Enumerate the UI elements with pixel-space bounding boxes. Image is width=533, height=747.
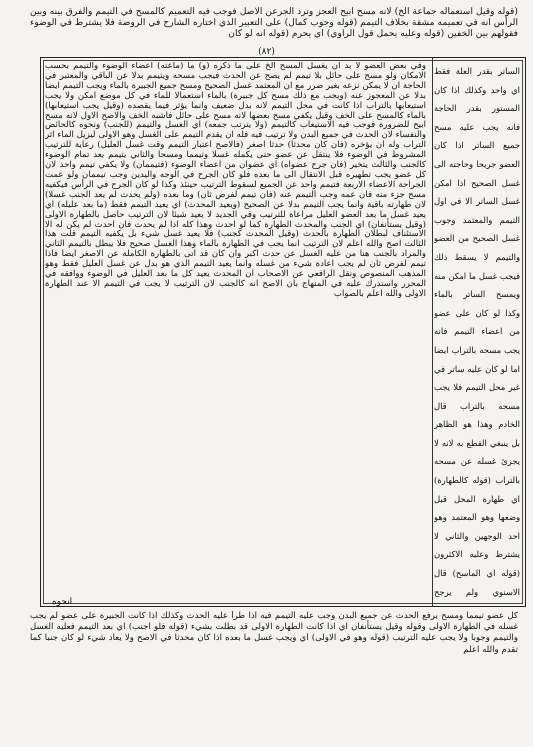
catchword: انحوه (52, 597, 73, 607)
top-commentary (30, 6, 518, 50)
text-frame (40, 57, 526, 607)
bottom-commentary (30, 611, 518, 673)
margin-commentary-text: الساتر بقدر العلة فقط اي واحد وكذلك اذا كان المستور بقدر الحاجة فانه يجب عليه مسح جميع الساتر اذا كان العضو جريحا وحاجته الى غسل الصحيح اذا امكن غسل الساتر الا في اول التيمم والمعتمد وجوب غسل الصحيح من العضو والتيمم لا يسقط ذلك فيجب غسل ما امكن منه ويمسح الساتر بالماء وكذا لو كان على عضو من اعضاء التيمم فانه يجب مسحه بالتراب ايضا اما لو كان عليه ساتر في غير محل التيمم فلا يجب مسحه بالتراب قال الخادم وهذا هو الظاهر بل ينبغي القطع به لانه لا يجزئ غسله عن مسحه بالتراب (قوله كالطهارة) اي طهارة المحل قبل وضعها وهو المعتمد وهو احد الوجهين والثاني لا يشترط وعليه الاكثرون (قوله اي الماسح) قال الاسنوي ولم يرجح (434, 66, 520, 597)
main-text: وفي بعض العضو لا بد ان يغسل المسح الخ على ما ذكره (و) ما (ماعته) اعضاء الوضوء والتيمم بحسب الامكان ولو مسح على حائل بلا تيمم لم يصح عن الحدث فيجب مسحه ويتيمم بدلا عن الباقي والمعتبر في الحاجة ان لا يمكن نزعه بغير ضرر مع ان المعتمد غسل الصحيح ومسح جميع الجبيرة بالماء ويجب التيمم ايضا بدلا عن المعجوز عنه (ويجب مع ذلك مسح كل جبيرة) بالماء استعمالا للماء في كل موضع امكن ولا يجب استيعابها بالتراب اذا كانت في محل التيمم لانه بدل ضعيف وانما يؤثر فيما يقصده (وقيل يجب استيعابها) بالماء كالمسح على الخف وقيل يكفي مسح بعضها لانه مسح على حائل فاشبه الخف والاصح الاول لانه مسح ابيح للضرورة فوجب فيه الاستيعاب كالتيمم (ولا يترتب جمعه) اي الغسل والتيمم (للجنب) ونحوه كالحائض والنفساء لان الحدث في جميع البدن ولا ترتيب فيه فله ان يقدم التيمم على الغسل وهو الاولى ليزيل الماء اثر التراب وله ان يؤخره (فان كان محدثا) حدثا اصغر (فالاصح اعتبار التيمم وقت غسل العليل) رعاية للترتيب المشروط في الوضوء فلا ينتقل عن عضو حتى يكمله غسلا وتيمما ومسحا والثاني يتيمم بعد تمام الوضوء كالجنب والثالث يتخير (فان جرح عضواه) اي عضوان من اعضاء الوضوء (فتيممان) ولا يكفي تيمم واحد لان كل عضو يجب تطهيره قبل الانتقال الى ما بعده فلو كان الجرح في الوجه واليدين وجب تيممان ولو عمت الجراحة الاعضاء الاربعة فتيمم واحد عن الجميع لسقوط الترتيب حينئذ وكذا لو كان الجرح في الرأس فيكفيه مسح جزء منه فان عمه وجب التيمم عنه (فان تيمم لفرض ثان) وما بعده (ولم يحدث لم يعد الجنب غسلا) لان طهارته باقية وانما يجب التيمم بدلا عن الصحيح (ويعيد المحدث) اي يعيد التيمم فقط (ما بعد عليله) اي يعيد غسل ما بعد العضو العليل مراعاة للترتيب وفي الجديد لا يعيد شيئا لان الترتيب حاصل بالطهارة الاولى (وقيل يستأنفان) اي الجنب والمحدث الطهارة كما لو احدث وهذا كله اذا لم يحدث فان احدث لم يكن له الا الاستئناف لبطلان الطهارة بالحدث (وقيل المحدث كجنب) فلا يعيد غسل شيء بل يكفيه التيمم قلت هذا الثالث اصح والله اعلم لان الترتيب انما يجب في الطهارة بالماء وهذا الغسل صحيح فلا يبطل بالتيمم الثاني والمراد بالجنب هنا من عليه الغسل عن حدث اكبر وان كان قد اتى بالطهارة الكاملة عن الاصغر ايضا فاذا تيمم لفرض ثان لم يجب اعادة شيء من غسله وانما يعيد التيمم الذي هو بدل عن غسل العليل فقط وهو المذهب المنصوص ونقل الرافعي عن الاصحاب ان المحدث يعيد كل ما بعد العليل في الوضوء ووافقه في المحرر واستدرك عليه في المنهاج بان الاصح انه كالجنب لان الترتيب لا يجب في التيمم الا عند الطهارة الاولى والله اعلم بالصواب (45, 62, 426, 299)
top-commentary-text: (قوله وقيل استعماله جماعة الخ) لانه مسح ابيح العجز وترد الجرعن الاصل فوجب فيه التعميم كالمسح في التيمم والفرق بينه وبين الرأس انه في تعميمه مشقة بخلاف التيمم (قوله وجوب كمال) على التعبير الذي اختاره الشارح في الروضة فلا يشترط في الوضوء فقولهم بين الخفين (قوله وعليه يحمل قول الراوي) اي يحرم (قوله انه لو كان (30, 6, 518, 39)
column-divider (432, 58, 433, 606)
bottom-commentary-text: كل عضو تيمما ومسح يرفع الحدث عن جميع البدن وجب عليه التيمم فيه اذا طرأ عليه الحدث وكذلك اذا كانت الجبيرة على عضو لم يجب غسله في الطهارة الاولى وقوله وقيل يستأنفان اي اذا كانت الطهارة الاولى قد بطلت بشيء (قوله فلو اجنب) اي بعد التيمم فعليه الغسل والتيمم وجوبا ولا يجب عليه الترتيب (قوله وهو في الاولى) اي ويجب غسل ما بعده اذا كان محدثا في الاصح ولا يعاد شيء لو كان جنبا كما تقدم والله اعلم (30, 611, 518, 655)
main-text-block (45, 62, 426, 602)
margin-commentary (434, 62, 523, 602)
page-number: (٨٢) (258, 47, 275, 57)
